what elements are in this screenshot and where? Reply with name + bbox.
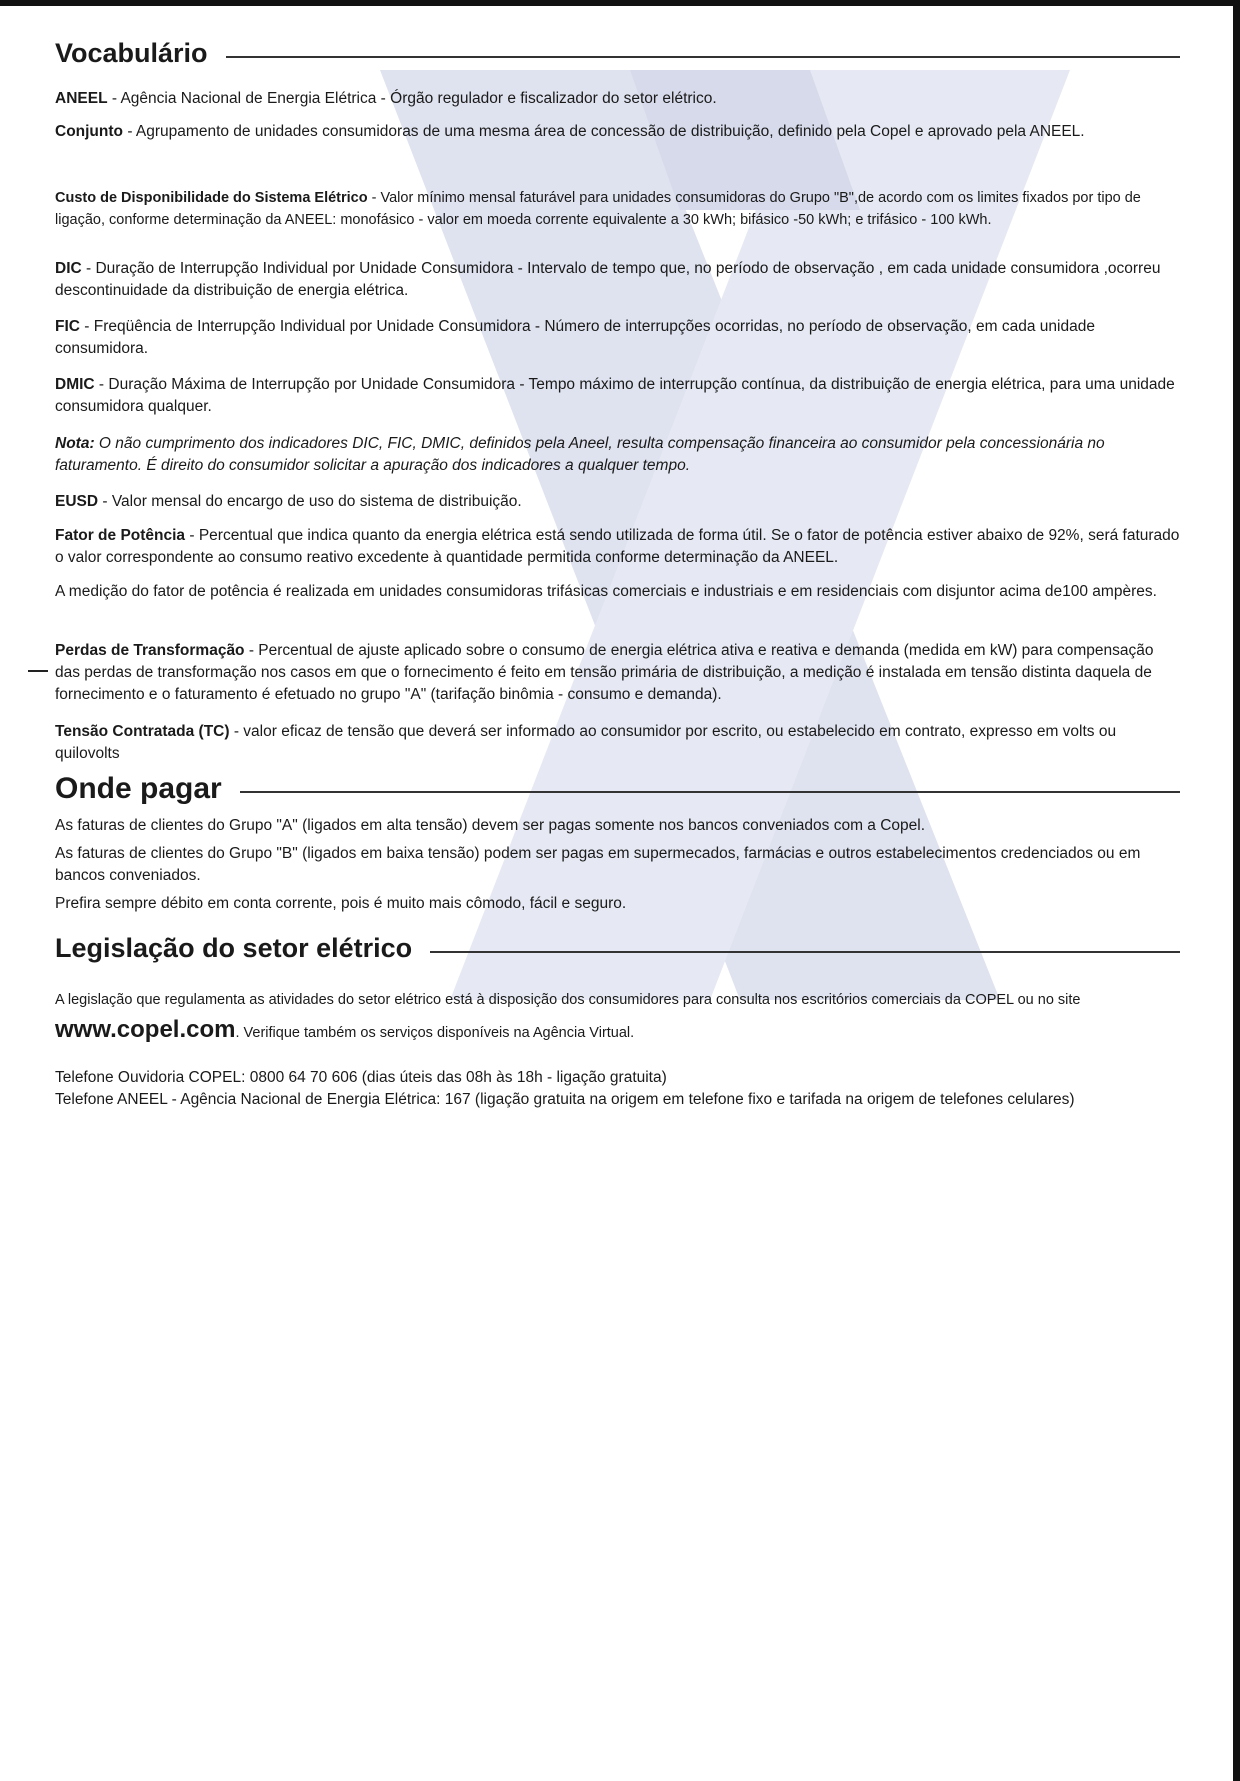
medicao-paragraph: A medição do fator de potência é realizada em unidades consumidoras trifásicas comerciais e industriais e em residenciais com disjuntor acima de100 ampères. bbox=[55, 583, 1157, 600]
term-definition: - Percentual que indica quanto da energia elétrica está sendo utilizada de forma útil. Se o fator de potência estiver abaixo de 92%, será faturado o valor correspondente ao consumo reativo excedente à quantidade permitida conforme determinação da ANEEL. bbox=[55, 527, 1180, 566]
term-definition: - Valor mensal do encargo de uso do sistema de distribuição. bbox=[98, 493, 522, 510]
term-aneel bbox=[55, 88, 1180, 110]
term-perdas-transformacao bbox=[55, 640, 1180, 706]
term-definition: - Freqüência de Interrupção Individual por Unidade Consumidora - Número de interrupções ocorridas, no período de observação, em cada unidade consumidora. bbox=[55, 318, 1095, 357]
term-definition: - Duração de Interrupção Individual por Unidade Consumidora - Intervalo de tempo que, no período de observação , em cada unidade consumidora ,ocorreu descontinuidade da distribuição de energia elétrica. bbox=[55, 260, 1161, 299]
term-label: DMIC bbox=[55, 376, 95, 393]
heading-rule bbox=[240, 791, 1180, 793]
term-label: ANEEL bbox=[55, 90, 108, 107]
term-label: DIC bbox=[55, 260, 82, 277]
nota-indicadores bbox=[55, 433, 1180, 477]
term-label: Tensão Contratada (TC) bbox=[55, 723, 230, 740]
term-definition: - valor eficaz de tensão que deverá ser informado ao consumidor por escrito, ou estabelecido em contrato, expresso em volts ou quilovolts bbox=[55, 723, 1117, 762]
term-definition: - Agência Nacional de Energia Elétrica - Órgão regulador e fiscalizador do setor elétrico. bbox=[107, 90, 717, 107]
term-label: EUSD bbox=[55, 493, 99, 510]
term-dmic bbox=[55, 374, 1180, 418]
legis-heading-row bbox=[55, 933, 1180, 964]
pagar-heading-row bbox=[55, 772, 1180, 806]
legis-text-end: . Verifique também os serviços disponíveis na Agência Virtual. bbox=[235, 1025, 635, 1041]
term-definition: - Agrupamento de unidades consumidoras de uma mesma área de concessão de distribuição, definido pela Copel e aprovado pela ANEEL. bbox=[123, 123, 1085, 140]
term-definition: - Percentual de ajuste aplicado sobre o consumo de energia elétrica ativa e reativa e demanda (medida em kW) para compensação das perdas de transformação nos casos em que o fornecimento é feito em tensão primária de distribuição, a medição é instalada em tensão distinta daquela de fornecimento e o faturamento é efetuado no grupo "A" (tarifação binômia - consumo e demanda). bbox=[55, 642, 1154, 703]
term-label: FIC bbox=[55, 318, 80, 335]
heading-rule bbox=[430, 951, 1180, 953]
pagar-paragraph-3: Prefira sempre débito em conta corrente, pois é muito mais cômodo, fácil e seguro. bbox=[55, 895, 627, 912]
scan-right-border bbox=[1233, 0, 1240, 1781]
scan-top-border bbox=[0, 0, 1240, 6]
pagar-heading: Onde pagar bbox=[55, 772, 222, 805]
term-label: Perdas de Transformação bbox=[55, 642, 245, 659]
term-dic bbox=[55, 258, 1180, 302]
copel-site-link[interactable]: www.copel.com bbox=[55, 1016, 236, 1043]
scan-margin-mark bbox=[28, 670, 48, 672]
term-eusd bbox=[55, 491, 1180, 513]
nota-label: Nota: bbox=[55, 435, 95, 452]
term-tensao-contratada bbox=[55, 721, 1180, 765]
pagar-paragraph-1: As faturas de clientes do Grupo "A" (ligados em alta tensão) devem ser pagas somente nos bancos conveniados com a Copel. bbox=[55, 817, 926, 834]
term-fator-potencia bbox=[55, 525, 1180, 569]
nota-text: O não cumprimento dos indicadores DIC, FIC, DMIC, definidos pela Aneel, resulta compensação financeira ao consumidor pela concessionária no faturamento. É direito do consumidor solicitar a apuração dos indicadores a qualquer tempo. bbox=[55, 435, 1105, 474]
term-fic bbox=[55, 316, 1180, 360]
legis-heading: Legislação do setor elétrico bbox=[55, 933, 413, 963]
pagar-paragraph-2: As faturas de clientes do Grupo "B" (ligados em baixa tensão) podem ser pagas em supermecados, farmácias e outros estabelecimentos credenciados ou em bancos conveniados. bbox=[55, 845, 1141, 884]
term-definition: - Duração Máxima de Interrupção por Unidade Consumidora - Tempo máximo de interrupção contínua, da distribuição de energia elétrica, para uma unidade consumidora qualquer. bbox=[55, 376, 1175, 415]
heading-rule bbox=[226, 56, 1180, 58]
vocab-heading: Vocabulário bbox=[55, 38, 208, 68]
term-custo-disponibilidade bbox=[55, 187, 1180, 231]
term-definition: - Valor mínimo mensal faturável para unidades consumidoras do Grupo "B",de acordo com os limites fixados por tipo de ligação, conforme determinação da ANEEL: monofásico - valor em moeda corrente equivalente a 30 kWh; bifásico -50 kWh; e trifásico - 100 kWh. bbox=[55, 190, 1141, 228]
legis-paragraph bbox=[55, 985, 1180, 1048]
telefone-aneel: Telefone ANEEL - Agência Nacional de Energia Elétrica: 167 (ligação gratuita na origem em telefone fixo e tarifada na origem de telefones celulares) bbox=[55, 1091, 1075, 1108]
telefone-ouvidoria: Telefone Ouvidoria COPEL: 0800 64 70 606 (dias úteis das 08h às 18h - ligação gratuita) bbox=[55, 1069, 667, 1086]
legis-text-start: A legislação que regulamenta as atividades do setor elétrico está à disposição dos consumidores para consulta nos escritórios comerciais da COPEL ou no site bbox=[55, 992, 1081, 1008]
term-label: Conjunto bbox=[55, 123, 124, 140]
term-label: Custo de Disponibilidade do Sistema Elétrico bbox=[55, 190, 368, 206]
vocab-heading-row bbox=[55, 38, 1180, 69]
term-conjunto bbox=[55, 121, 1180, 143]
term-label: Fator de Potência bbox=[55, 527, 186, 544]
